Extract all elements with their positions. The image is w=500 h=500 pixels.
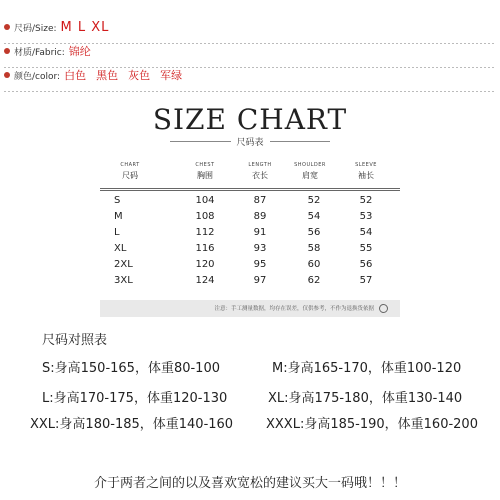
bullet-icon <box>4 24 10 30</box>
table-cell: 52 <box>359 195 373 206</box>
reference-title: 尺码对照表 <box>42 333 108 348</box>
fabric-value: 锦纶 <box>68 45 91 58</box>
table-cell: 62 <box>307 275 321 286</box>
table-cell: 54 <box>359 227 373 238</box>
size-spec-row <box>4 16 496 38</box>
table-cell: 108 <box>195 211 215 222</box>
header-cell-chart <box>100 162 160 181</box>
table-cell: S <box>114 195 121 206</box>
table-cell: 53 <box>359 211 373 222</box>
table-cell: L <box>114 227 120 238</box>
size-value: M L XL <box>60 19 110 35</box>
table-cell: 58 <box>307 243 321 254</box>
table-cell: 55 <box>359 243 373 254</box>
table-cell: 52 <box>307 195 321 206</box>
header-zh: 肩宽 <box>302 171 318 180</box>
table-cell: 104 <box>195 195 215 206</box>
header-zh: 胸围 <box>197 171 213 180</box>
reference-item: XXXL:身高185-190，体重160-200 <box>266 417 478 432</box>
bullet-icon <box>4 72 10 78</box>
header-rule <box>100 188 400 189</box>
table-cell: 87 <box>253 195 267 206</box>
table-cell: 89 <box>253 211 267 222</box>
reference-item: XXL:身高180-185，体重140-160 <box>30 417 234 432</box>
circle-icon <box>379 304 388 313</box>
dotted-divider <box>4 91 496 92</box>
table-cell: M <box>114 211 123 222</box>
header-en: SHOULDER <box>294 162 326 168</box>
measurement-note-bar <box>100 300 400 317</box>
header-zh: 衣长 <box>252 171 268 180</box>
header-en: CHART <box>120 162 140 168</box>
table-cell: 91 <box>253 227 267 238</box>
table-cell: 120 <box>195 259 215 270</box>
size-table <box>100 152 400 298</box>
fabric-spec-row <box>4 40 496 62</box>
fabric-label: 材质/Fabric: <box>14 47 65 58</box>
reference-item: S:身高150-165，体重80-100 <box>42 361 220 376</box>
header-zh: 尺码 <box>122 171 138 180</box>
table-row <box>100 257 400 273</box>
header-en: LENGTH <box>248 162 272 168</box>
size-chart-title: SIZE CHART <box>152 103 348 136</box>
table-row <box>100 193 400 209</box>
table-cell: 116 <box>195 243 215 254</box>
table-cell: 54 <box>307 211 321 222</box>
header-rule <box>100 190 400 191</box>
table-cell: 57 <box>359 275 373 286</box>
table-cell: 3XL <box>114 275 133 286</box>
table-header <box>100 162 400 188</box>
size-chart-subtitle <box>170 134 330 148</box>
header-en: SLEEVE <box>355 162 377 168</box>
reference-item: XL:身高175-180，体重130-140 <box>268 391 463 406</box>
table-row <box>100 241 400 257</box>
table-cell: XL <box>114 243 127 254</box>
table-cell: 124 <box>195 275 215 286</box>
table-cell: 56 <box>359 259 373 270</box>
color-label: 颜色/color: <box>14 71 61 82</box>
measurement-note: 注意：手工测量数据，均存在误差，仅供参考，不作为退换货依据 <box>214 306 374 312</box>
table-cell: 93 <box>253 243 267 254</box>
header-en: CHEST <box>195 162 215 168</box>
table-cell: 60 <box>307 259 321 270</box>
header-cell-sleeve <box>336 162 396 181</box>
bullet-icon <box>4 48 10 54</box>
header-cell-shoulder <box>280 162 340 181</box>
reference-item: M:身高165-170，体重100-120 <box>272 361 462 376</box>
color-value: 白色 <box>64 69 87 82</box>
footer-advice: 介于两者之间的以及喜欢宽松的建议买大一码哦！！！ <box>93 476 406 491</box>
header-cell-chest <box>175 162 235 181</box>
divider <box>170 141 231 142</box>
table-cell: 56 <box>307 227 321 238</box>
reference-item: L:身高170-175，体重120-130 <box>42 391 228 406</box>
color-value: 黑色 <box>96 69 119 82</box>
table-row <box>100 273 400 289</box>
size-label: 尺码/Size: <box>14 23 57 34</box>
divider <box>270 141 331 142</box>
color-spec-row <box>4 64 496 86</box>
color-value: 军绿 <box>160 69 183 82</box>
subtitle-text: 尺码表 <box>236 137 264 148</box>
table-row <box>100 209 400 225</box>
table-cell: 95 <box>253 259 267 270</box>
header-zh: 袖长 <box>358 171 374 180</box>
color-value: 灰色 <box>128 69 151 82</box>
table-cell: 112 <box>195 227 215 238</box>
table-cell: 2XL <box>114 259 133 270</box>
table-cell: 97 <box>253 275 267 286</box>
table-row <box>100 225 400 241</box>
